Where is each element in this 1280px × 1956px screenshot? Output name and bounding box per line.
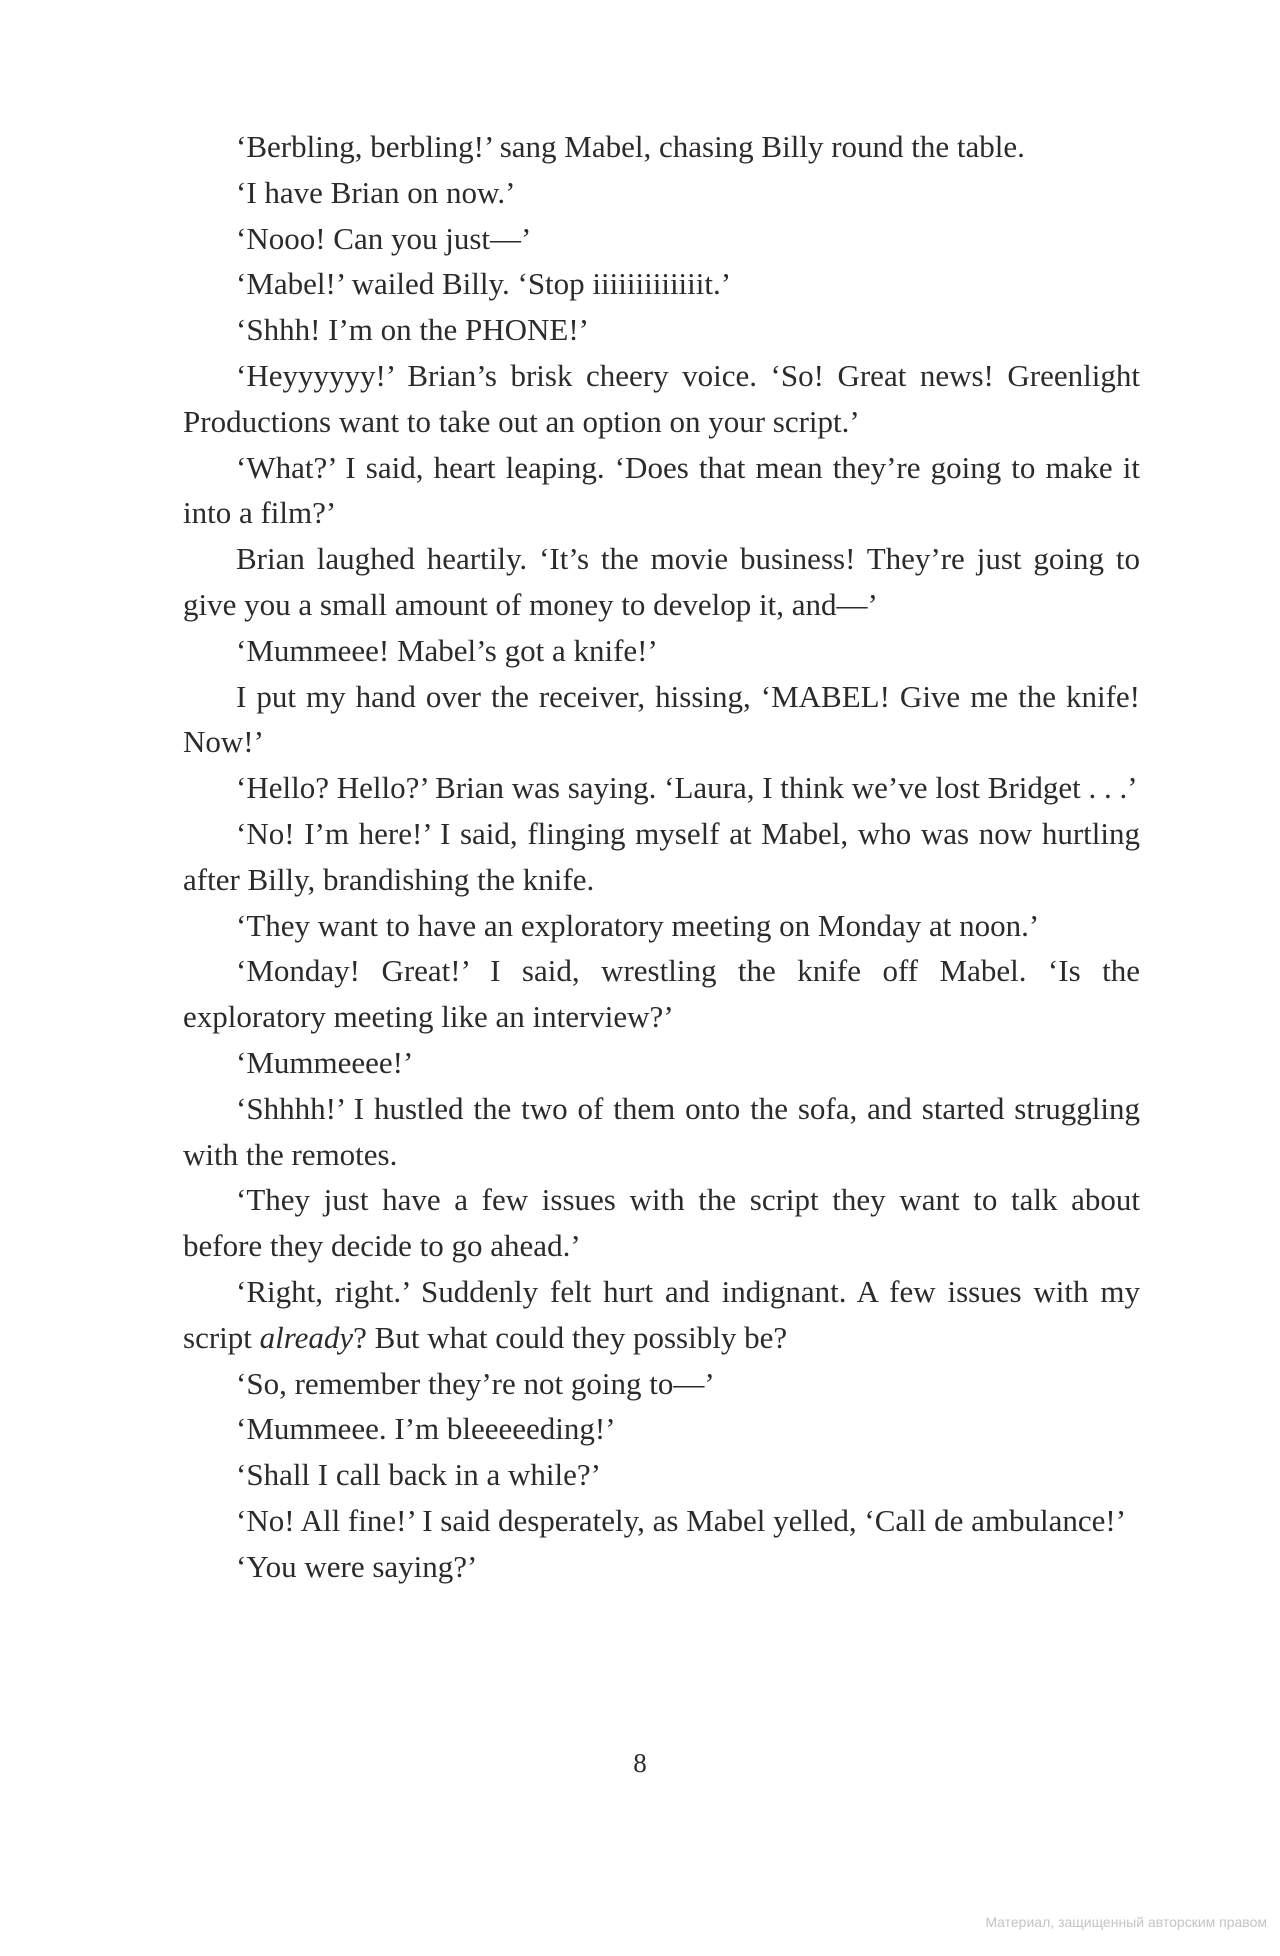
paragraph: ‘Nooo! Can you just—’ xyxy=(236,220,532,256)
paragraph: ‘Hello? Hello?’ Brian was saying. ‘Laura, I think we’ve lost Bridget . . .’ xyxy=(236,770,1138,806)
paragraph-script-issues xyxy=(183,1269,1140,1361)
paragraph: ‘No! I’m here!’ I said, flinging myself at Mabel, who was now hurtling after Billy, brandishing the knife. xyxy=(183,815,1140,897)
paragraph: ‘Shhhh!’ I hustled the two of them onto the sofa, and started struggling with the remotes. xyxy=(183,1090,1140,1172)
paragraph: Brian laughed heartily. ‘It’s the movie business! They’re just going to give you a small amount of money to develop it, and—’ xyxy=(183,541,1140,622)
paragraph: ‘Mummeeee!’ xyxy=(236,1044,414,1080)
paragraph: ‘Shhh! I’m on the PHONE!’ xyxy=(236,312,590,348)
paragraph: ‘Heyyyyyy!’ Brian’s brisk cheery voice. ‘So! Great news! Greenlight Productions want to take out an option on your script.’ xyxy=(183,357,1140,439)
emphasis-already: already xyxy=(259,1319,354,1355)
text-run: ‘Right, right.’ Suddenly felt hurt and indignant. A few issues with my script xyxy=(183,1273,1140,1355)
paragraph: ‘They want to have an exploratory meeting on Monday at noon.’ xyxy=(236,907,1040,943)
paragraph: ‘Shall I call back in a while?’ xyxy=(236,1457,601,1493)
paragraph: ‘They just have a few issues with the script they want to talk about before they decide to go ahead.’ xyxy=(183,1182,1140,1264)
paragraph: I put my hand over the receiver, hissing, ‘MABEL! Give me the knife! Now!’ xyxy=(183,678,1140,760)
paragraph: ‘You were saying?’ xyxy=(236,1548,478,1584)
paragraph: ‘Mabel!’ wailed Billy. ‘Stop iiiiiiiiiiiiit.’ xyxy=(236,266,732,302)
paragraph: ‘Mummeee. I’m bleeeeeding!’ xyxy=(236,1411,616,1447)
paragraph: ‘Mummeee! Mabel’s got a knife!’ xyxy=(236,632,658,668)
paragraph: ‘Berbling, berbling!’ sang Mabel, chasing Billy round the table. xyxy=(236,129,1025,164)
paragraph: ‘I have Brian on now.’ xyxy=(236,174,516,210)
paragraph: ‘No! All fine!’ I said desperately, as Mabel yelled, ‘Call de ambulance!’ xyxy=(236,1502,1127,1538)
paragraph: ‘Monday! Great!’ I said, wrestling the knife off Mabel. ‘Is the exploratory meeting like an interview?’ xyxy=(183,953,1140,1035)
page-number: 8 xyxy=(633,1748,647,1778)
body-text xyxy=(183,124,1140,1590)
text-run: ? But what could they possibly be? xyxy=(353,1319,788,1355)
paragraph: ‘So, remember they’re not going to—’ xyxy=(236,1365,715,1401)
paragraph: ‘What?’ I said, heart leaping. ‘Does that mean they’re going to make it into a film?’ xyxy=(183,449,1140,531)
copyright-watermark: Материал, защищенный авторским правом xyxy=(985,1914,1267,1930)
